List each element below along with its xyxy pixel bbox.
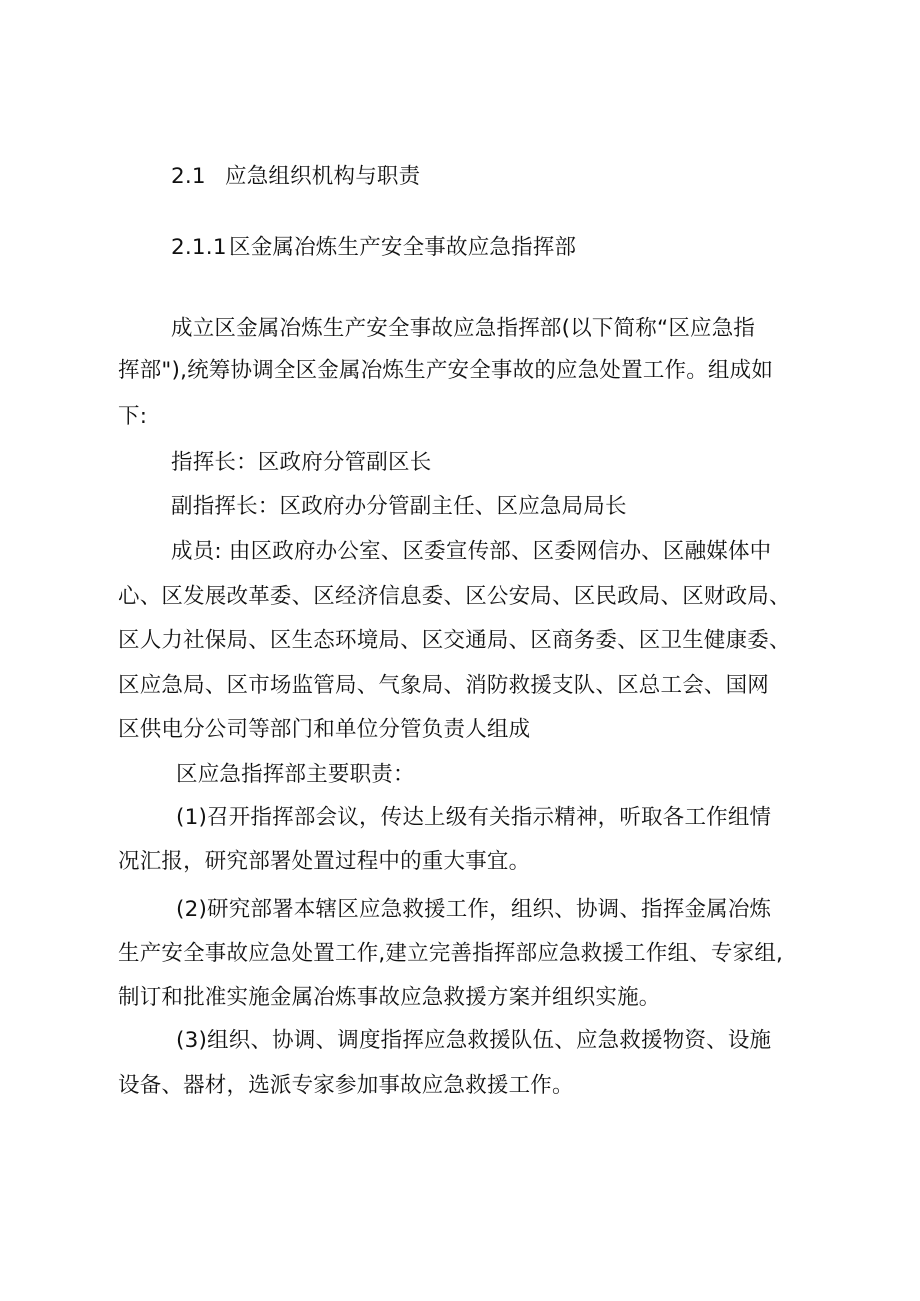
section-heading-2-1-1: [171, 233, 576, 263]
subsection-title: 区金属冶炼生产安全事故应急指挥部: [229, 235, 577, 260]
intro-line-3: 下:: [118, 404, 148, 429]
duty3-line-1: (3)组织、协调、调度指挥应急救援队伍、应急救援物资、设施: [176, 1028, 772, 1053]
section-title: 应急组织机构与职责: [225, 164, 421, 189]
duty1-line-1: (1)召开指挥部会议，传达上级有关指示精神，听取各工作组情: [176, 805, 772, 830]
duty3-line-2: 设备、器材，选派专家参加事故应急救援工作。: [118, 1073, 574, 1098]
members-line-3: 区人力社保局、区生态环境局、区交通局、区商务委、区卫生健康委、: [118, 628, 791, 653]
duty2-line-1: (2)研究部署本辖区应急救援工作，组织、协调、指挥金属冶炼: [176, 897, 772, 922]
members-line-5: 区供电分公司等部门和单位分管负责人组成: [118, 717, 531, 742]
members-line-1: 成员: 由区政府办公室、区委宣传部、区委网信办、区融媒体中: [171, 539, 772, 564]
intro-line-1: 成立区金属冶炼生产安全事故应急指挥部(以下简称“区应急指: [171, 316, 756, 341]
duty2-line-3: 制订和批准实施金属冶炼事故应急救援方案并组织实施。: [118, 985, 661, 1010]
duty1-line-2: 况汇报，研究部署处置过程中的重大事宜。: [118, 849, 531, 874]
section-heading-2-1: [171, 162, 420, 192]
members-line-4: 区应急局、区市场监管局、气象局、消防救援支队、区总工会、国网: [118, 673, 770, 698]
members-line-2: 心、区发展改革委、区经济信息委、区公安局、区民政局、区财政局、: [118, 584, 791, 609]
duty2-line-2: 生产安全事故应急处置工作,建立完善指挥部应急救援工作组、专家组,: [118, 941, 784, 966]
commander-line: 指挥长：区政府分管副区长: [171, 450, 432, 475]
vice-commander-line: 副指挥长：区政府办分管副主任、区应急局局长: [171, 494, 627, 519]
section-number: 2.1: [171, 164, 206, 189]
intro-line-2: 挥部"),统筹协调全区金属冶炼生产安全事故的应急处置工作。组成如: [118, 358, 774, 383]
duties-title: 区应急指挥部主要职责：: [176, 762, 415, 787]
subsection-number: 2.1.1: [171, 235, 227, 260]
